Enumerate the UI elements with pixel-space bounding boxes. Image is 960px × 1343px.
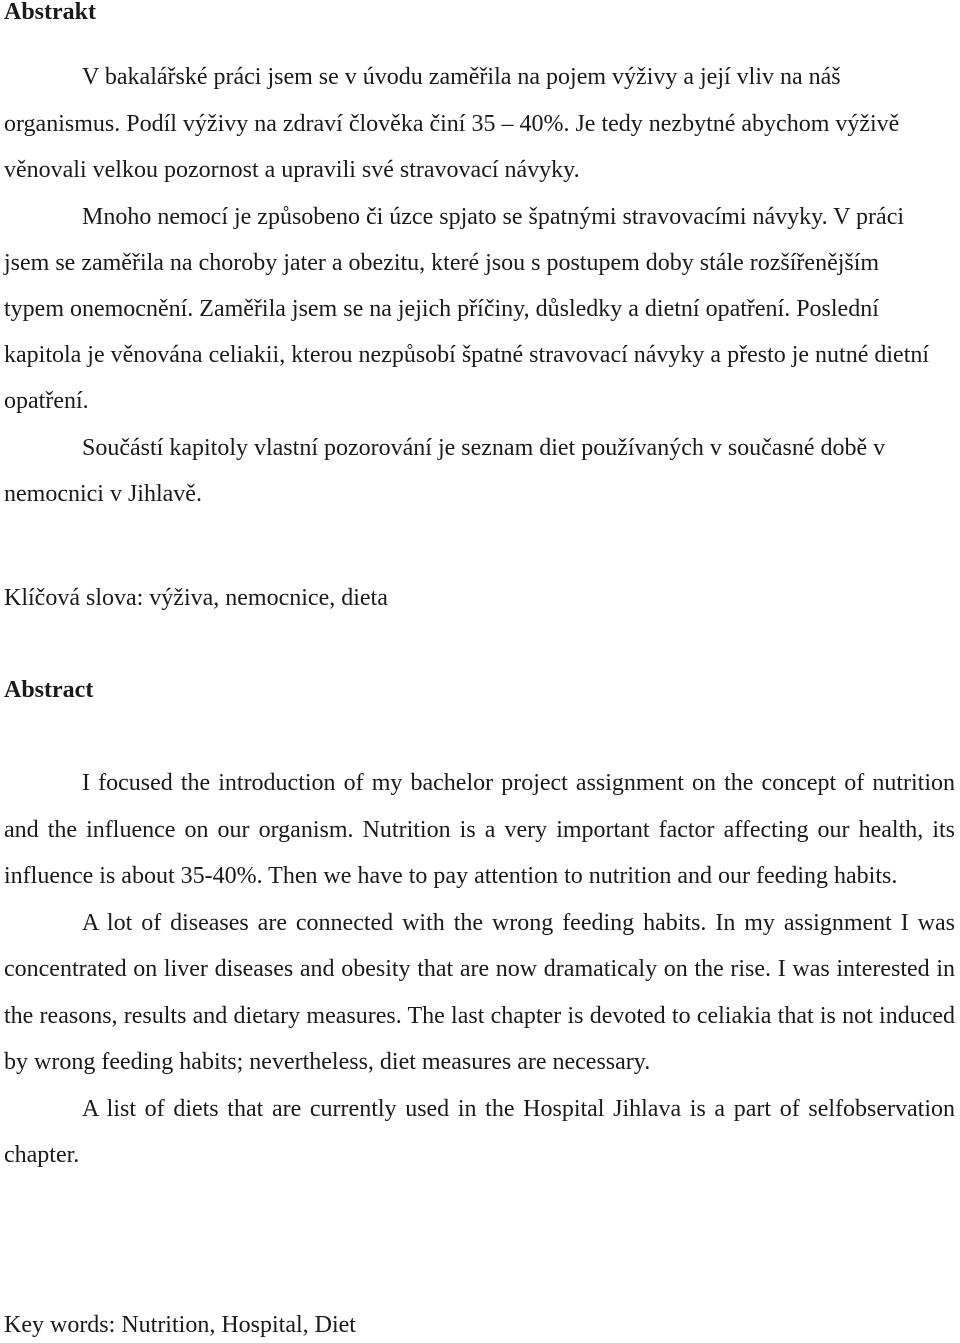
czech-paragraph-3: Součástí kapitoly vlastní pozorování je seznam diet používaných v současné době v nemocnici v Jihlavě.	[4, 434, 886, 508]
english-abstract-heading: Abstract	[4, 677, 94, 703]
english-paragraph-1: I focused the introduction of my bachelor project assignment on the concept of nutrition and the influence on our organism. Nutrition is a very important factor affecting our health, its influence is about 35-40%. Then we have to pay attention to nutrition and our feeding habits.	[4, 770, 955, 889]
czech-paragraph-1: V bakalářské práci jsem se v úvodu zaměřila na pojem výživy a její vliv na náš organismus. Podíl výživy na zdraví člověka činí 35 – 40%. Je tedy nezbytné abychom výživě věnovali velkou pozornost a upravili své stravovací návyky.	[4, 64, 900, 183]
czech-abstract-body	[4, 54, 952, 518]
english-abstract-body	[4, 760, 955, 1179]
czech-paragraph-2: Mnoho nemocí je způsobeno či úzce spjato se špatnými stravovacími návyky. V práci jsem se zaměřila na choroby jater a obezitu, které jsou s postupem doby stále rozšířenějším typem onemocnění. Zaměřila jsem se na jejich příčiny, důsledky a dietní opatření. Poslední kapitola je věnována celiakii, kterou nezpůsobí špatné stravovací návyky a přesto je nutné dietní opatření.	[4, 203, 930, 415]
english-paragraph-3: A list of diets that are currently used in the Hospital Jihlava is a part of selfobservation chapter.	[4, 1095, 955, 1168]
english-paragraph-2: A lot of diseases are connected with the wrong feeding habits. In my assignment I was concentrated on liver diseases and obesity that are now dramaticaly on the rise. I was interested in the reasons, results and dietary measures. The last chapter is devoted to celiakia that is not induced by wrong feeding habits; nevertheless, diet measures are necessary.	[4, 909, 955, 1075]
english-keywords: Key words: Nutrition, Hospital, Diet	[4, 1312, 356, 1338]
czech-abstract-heading: Abstrakt	[4, 0, 97, 25]
czech-keywords: Klíčová slova: výživa, nemocnice, dieta	[4, 585, 388, 611]
